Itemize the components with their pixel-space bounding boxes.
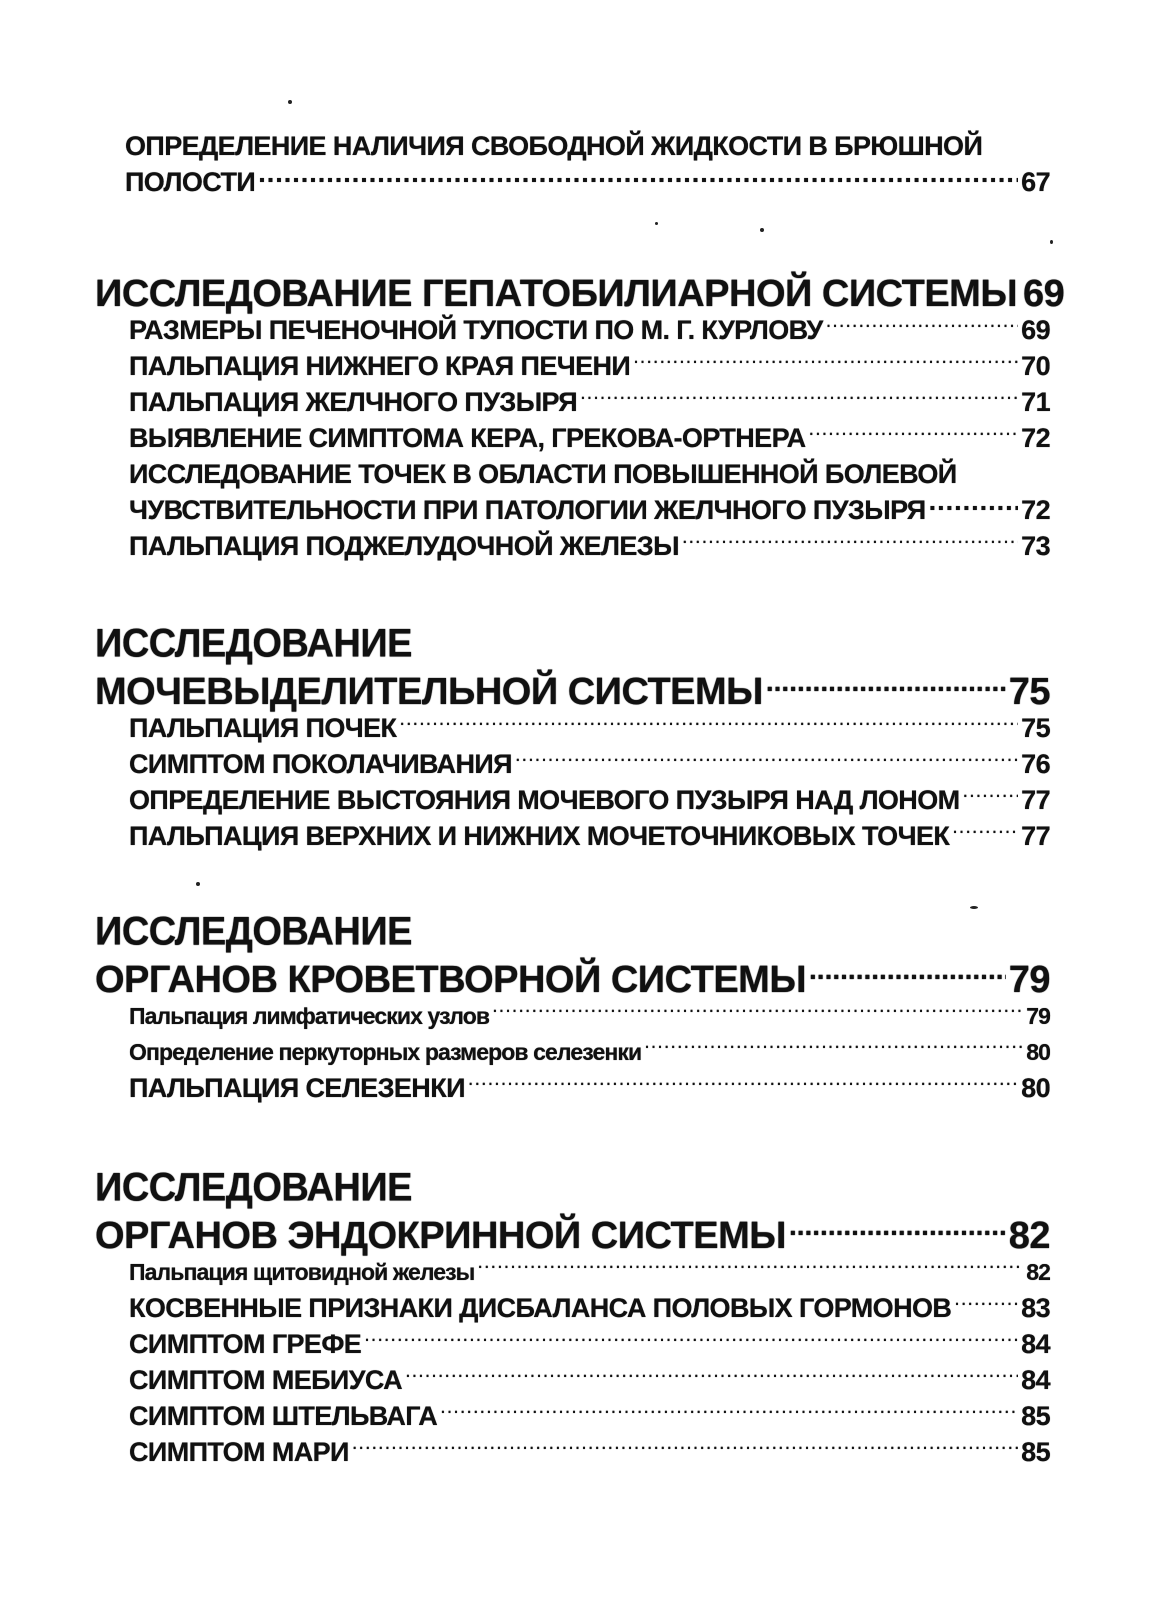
toc-item[interactable]: [129, 782, 1050, 818]
toc-item[interactable]: [129, 746, 1050, 782]
toc-item-title: ПАЛЬПАЦИЯ ВЕРХНИХ И НИЖНИХ МОЧЕТОЧНИКОВЫХ ТОЧЕК: [129, 821, 950, 851]
section-heading-line1: ИССЛЕДОВАНИЕ: [95, 909, 412, 955]
page-number: 79: [1026, 1003, 1050, 1029]
leader-dots: [405, 1362, 1018, 1389]
toc-item-title: ЧУВСТВИТЕЛЬНОСТИ ПРИ ПАТОЛОГИИ ЖЕЛЧНОГО ПУЗЫРЯ: [129, 495, 926, 525]
toc-item-title: СИМПТОМ ГРЕФЕ: [129, 1329, 362, 1359]
toc-item[interactable]: [129, 710, 1050, 746]
toc-section-hematopoietic: [95, 910, 1050, 1106]
page-number: 85: [1021, 1401, 1050, 1431]
scan-speck: [760, 228, 764, 232]
page-number: 82: [1026, 1259, 1050, 1285]
toc-section-urinary: [95, 622, 1050, 854]
toc-item-title: ПАЛЬПАЦИЯ ПОДЖЕЛУДОЧНОЙ ЖЕЛЕЗЫ: [129, 531, 679, 561]
top-entry-title: ПОЛОСТИ: [125, 167, 256, 197]
page-number: 76: [1021, 749, 1050, 779]
scan-speck: [196, 882, 200, 886]
page-number: 85: [1021, 1437, 1050, 1467]
toc-item-title: ПАЛЬПАЦИЯ СЕЛЕЗЕНКИ: [129, 1073, 465, 1103]
toc-item[interactable]: [129, 420, 1050, 456]
page-number: 84: [1021, 1329, 1050, 1359]
page-number: 77: [1021, 785, 1050, 815]
leader-dots: [809, 954, 1006, 992]
page-number: 84: [1021, 1365, 1050, 1395]
leader-dots: [963, 782, 1019, 809]
leader-dots: [766, 666, 1006, 704]
page-number: 80: [1021, 1073, 1050, 1103]
toc-item[interactable]: [129, 1254, 1050, 1290]
leader-dots: [468, 1070, 1018, 1097]
top-entry: [95, 128, 1050, 200]
leader-dots: [954, 1290, 1018, 1317]
section-heading-line1: ИССЛЕДОВАНИЕ: [95, 621, 412, 667]
toc-item-title: Пальпация лимфатических узлов: [129, 1003, 490, 1029]
page-number: 72: [1021, 423, 1050, 453]
scan-speck: [1050, 240, 1053, 244]
section-heading-title: ОРГАНОВ ЭНДОКРИННОЙ СИСТЕМЫ: [95, 1215, 786, 1257]
toc-item[interactable]: [129, 998, 1050, 1034]
toc-item[interactable]: [129, 1434, 1050, 1470]
toc-item-title: ПАЛЬПАЦИЯ ПОЧЕК: [129, 713, 397, 743]
toc-item-title: СИМПТОМ МАРИ: [129, 1437, 349, 1467]
toc-item[interactable]: [129, 1326, 1050, 1362]
toc-item-title: СИМПТОМ МЕБИУСА: [129, 1365, 403, 1395]
toc-section-hepatobiliary: [95, 268, 1065, 564]
leader-dots: [399, 710, 1018, 737]
section-heading[interactable]: [95, 954, 1050, 1001]
page-number: 71: [1021, 387, 1050, 417]
leader-dots: [952, 818, 1018, 845]
page-number: 67: [1021, 167, 1050, 197]
toc-item-title: КОСВЕННЫЕ ПРИЗНАКИ ДИСБАЛАНСА ПОЛОВЫХ ГОРМОНОВ: [129, 1293, 952, 1323]
toc-item[interactable]: [129, 1362, 1050, 1398]
section-heading[interactable]: [95, 1210, 1050, 1257]
toc-item-title: ПАЛЬПАЦИЯ НИЖНЕГО КРАЯ ПЕЧЕНИ: [129, 351, 631, 381]
toc-item[interactable]: [129, 1290, 1050, 1326]
leader-dots: [580, 384, 1018, 411]
toc-item-title: СИМПТОМ ПОКОЛАЧИВАНИЯ: [129, 749, 512, 779]
leader-dots: [515, 746, 1018, 773]
page-number: 82: [1008, 1215, 1050, 1257]
toc-item-title-line1: ИССЛЕДОВАНИЕ ТОЧЕК В ОБЛАСТИ ПОВЫШЕННОЙ БОЛЕВОЙ: [129, 459, 957, 489]
section-heading-title: ОРГАНОВ КРОВЕТВОРНОЙ СИСТЕМЫ: [95, 959, 807, 1001]
top-entry-line1: ОПРЕДЕЛЕНИЕ НАЛИЧИЯ СВОБОДНОЙ ЖИДКОСТИ В БРЮШНОЙ: [125, 131, 983, 161]
toc-item[interactable]: [129, 528, 1050, 564]
toc-item[interactable]: [129, 312, 1050, 348]
page-number: 75: [1021, 713, 1050, 743]
section-heading[interactable]: [95, 666, 1050, 713]
leader-dots: [477, 1257, 1023, 1280]
toc-item[interactable]: [129, 384, 1050, 420]
toc-item-title: Определение перкуторных размеров селезенки: [129, 1039, 642, 1065]
page-number: 69: [1021, 315, 1050, 345]
page-number: 79: [1008, 959, 1050, 1001]
leader-dots: [633, 348, 1018, 375]
section-heading[interactable]: [95, 268, 1065, 315]
leader-dots: [826, 312, 1018, 339]
toc-item-multiline[interactable]: [129, 456, 1050, 528]
leader-dots: [682, 528, 1018, 555]
toc-item-title: СИМПТОМ ШТЕЛЬВАГА: [129, 1401, 438, 1431]
toc-item[interactable]: [129, 348, 1050, 384]
leader-dots: [492, 1001, 1023, 1024]
toc-item[interactable]: [129, 1398, 1050, 1434]
toc-item[interactable]: [129, 818, 1050, 854]
page-number: 80: [1026, 1039, 1050, 1065]
page-number: 70: [1021, 351, 1050, 381]
section-heading-title: МОЧЕВЫДЕЛИТЕЛЬНОЙ СИСТЕМЫ: [95, 671, 763, 713]
scan-speck: [288, 100, 292, 104]
toc-item-title: РАЗМЕРЫ ПЕЧЕНОЧНОЙ ТУПОСТИ ПО М. Г. КУРЛОВУ: [129, 315, 823, 345]
leader-dots: [789, 1210, 1006, 1248]
page-number: 77: [1021, 821, 1050, 851]
toc-item-title: ВЫЯВЛЕНИЕ СИМПТОМА КЕРА, ГРЕКОВА-ОРТНЕРА: [129, 423, 806, 453]
section-heading-line1: ИССЛЕДОВАНИЕ: [95, 1165, 412, 1211]
leader-dots: [258, 164, 1018, 191]
leader-dots: [352, 1434, 1018, 1461]
leader-dots: [809, 420, 1019, 447]
toc-item-title: ПАЛЬПАЦИЯ ЖЕЛЧНОГО ПУЗЫРЯ: [129, 387, 578, 417]
section-heading-title: ИССЛЕДОВАНИЕ ГЕПАТОБИЛИАРНОЙ СИСТЕМЫ: [95, 273, 1018, 315]
leader-dots: [644, 1037, 1023, 1060]
toc-item[interactable]: [129, 1070, 1050, 1106]
leader-dots: [364, 1326, 1018, 1353]
scan-speck: [970, 906, 978, 909]
page-number: 72: [1021, 495, 1050, 525]
page-number: 83: [1021, 1293, 1050, 1323]
toc-section-endocrine: [95, 1166, 1050, 1470]
toc-item-title: ОПРЕДЕЛЕНИЕ ВЫСТОЯНИЯ МОЧЕВОГО ПУЗЫРЯ НАД ЛОНОМ: [129, 785, 960, 815]
toc-item-title: Пальпация щитовидной железы: [129, 1259, 475, 1285]
top-entry-row[interactable]: [125, 164, 1050, 200]
leader-dots: [929, 492, 1019, 519]
page-number: 73: [1021, 531, 1050, 561]
leader-dots: [440, 1398, 1018, 1425]
page-number: 69: [1023, 273, 1065, 315]
page-number: 75: [1008, 671, 1050, 713]
scan-speck: [655, 222, 658, 225]
toc-item[interactable]: [129, 1034, 1050, 1070]
